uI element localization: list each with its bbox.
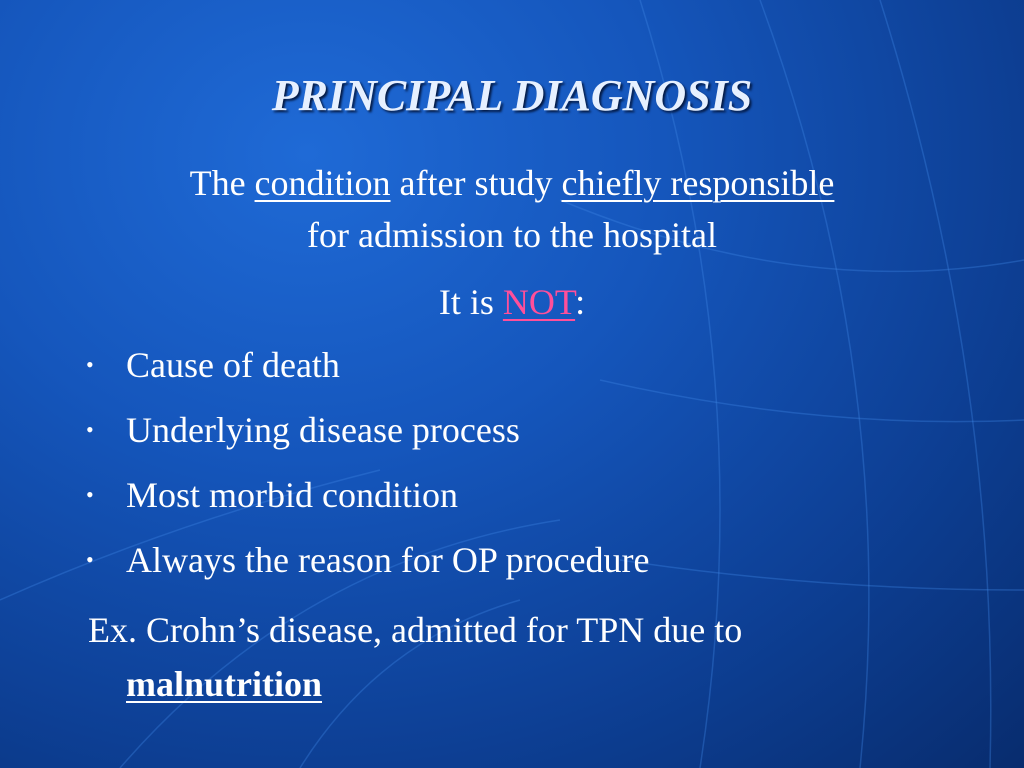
bullet-item [86, 534, 986, 599]
definition-line-2: for admission to the hospital [307, 215, 717, 255]
bullet-item [86, 339, 986, 404]
chiefly-responsible-term: chiefly responsible [561, 163, 835, 203]
bullet-item [86, 469, 986, 534]
bullet-icon: • [86, 547, 94, 572]
example-line-1: Ex. Crohn’s disease, admitted for TPN due to [88, 610, 743, 650]
not-prefix: It is [438, 282, 503, 322]
malnutrition-term: malnutrition [126, 664, 323, 704]
bullet-icon: • [86, 352, 94, 377]
not-line [0, 276, 1024, 328]
bullet-text: Most morbid condition [126, 475, 458, 515]
bullet-icon: • [86, 417, 94, 442]
bullet-text: Always the reason for OP procedure [126, 540, 650, 580]
condition-term: condition [254, 163, 391, 203]
slide-title: PRINCIPAL DIAGNOSIS [271, 71, 753, 120]
definition-part1: The [189, 163, 255, 203]
not-word: NOT [502, 282, 576, 322]
definition-line-1 [0, 157, 1024, 209]
bullet-item [86, 404, 986, 469]
not-suffix: : [575, 282, 586, 322]
bullet-text: Underlying disease process [126, 410, 520, 450]
bullet-text: Cause of death [126, 345, 340, 385]
example-line-2 [88, 657, 968, 711]
bullet-icon: • [86, 482, 94, 507]
definition-part2: after study [390, 163, 562, 203]
example-text [88, 603, 968, 711]
definition-text [0, 157, 1024, 261]
bullet-list [86, 339, 986, 599]
